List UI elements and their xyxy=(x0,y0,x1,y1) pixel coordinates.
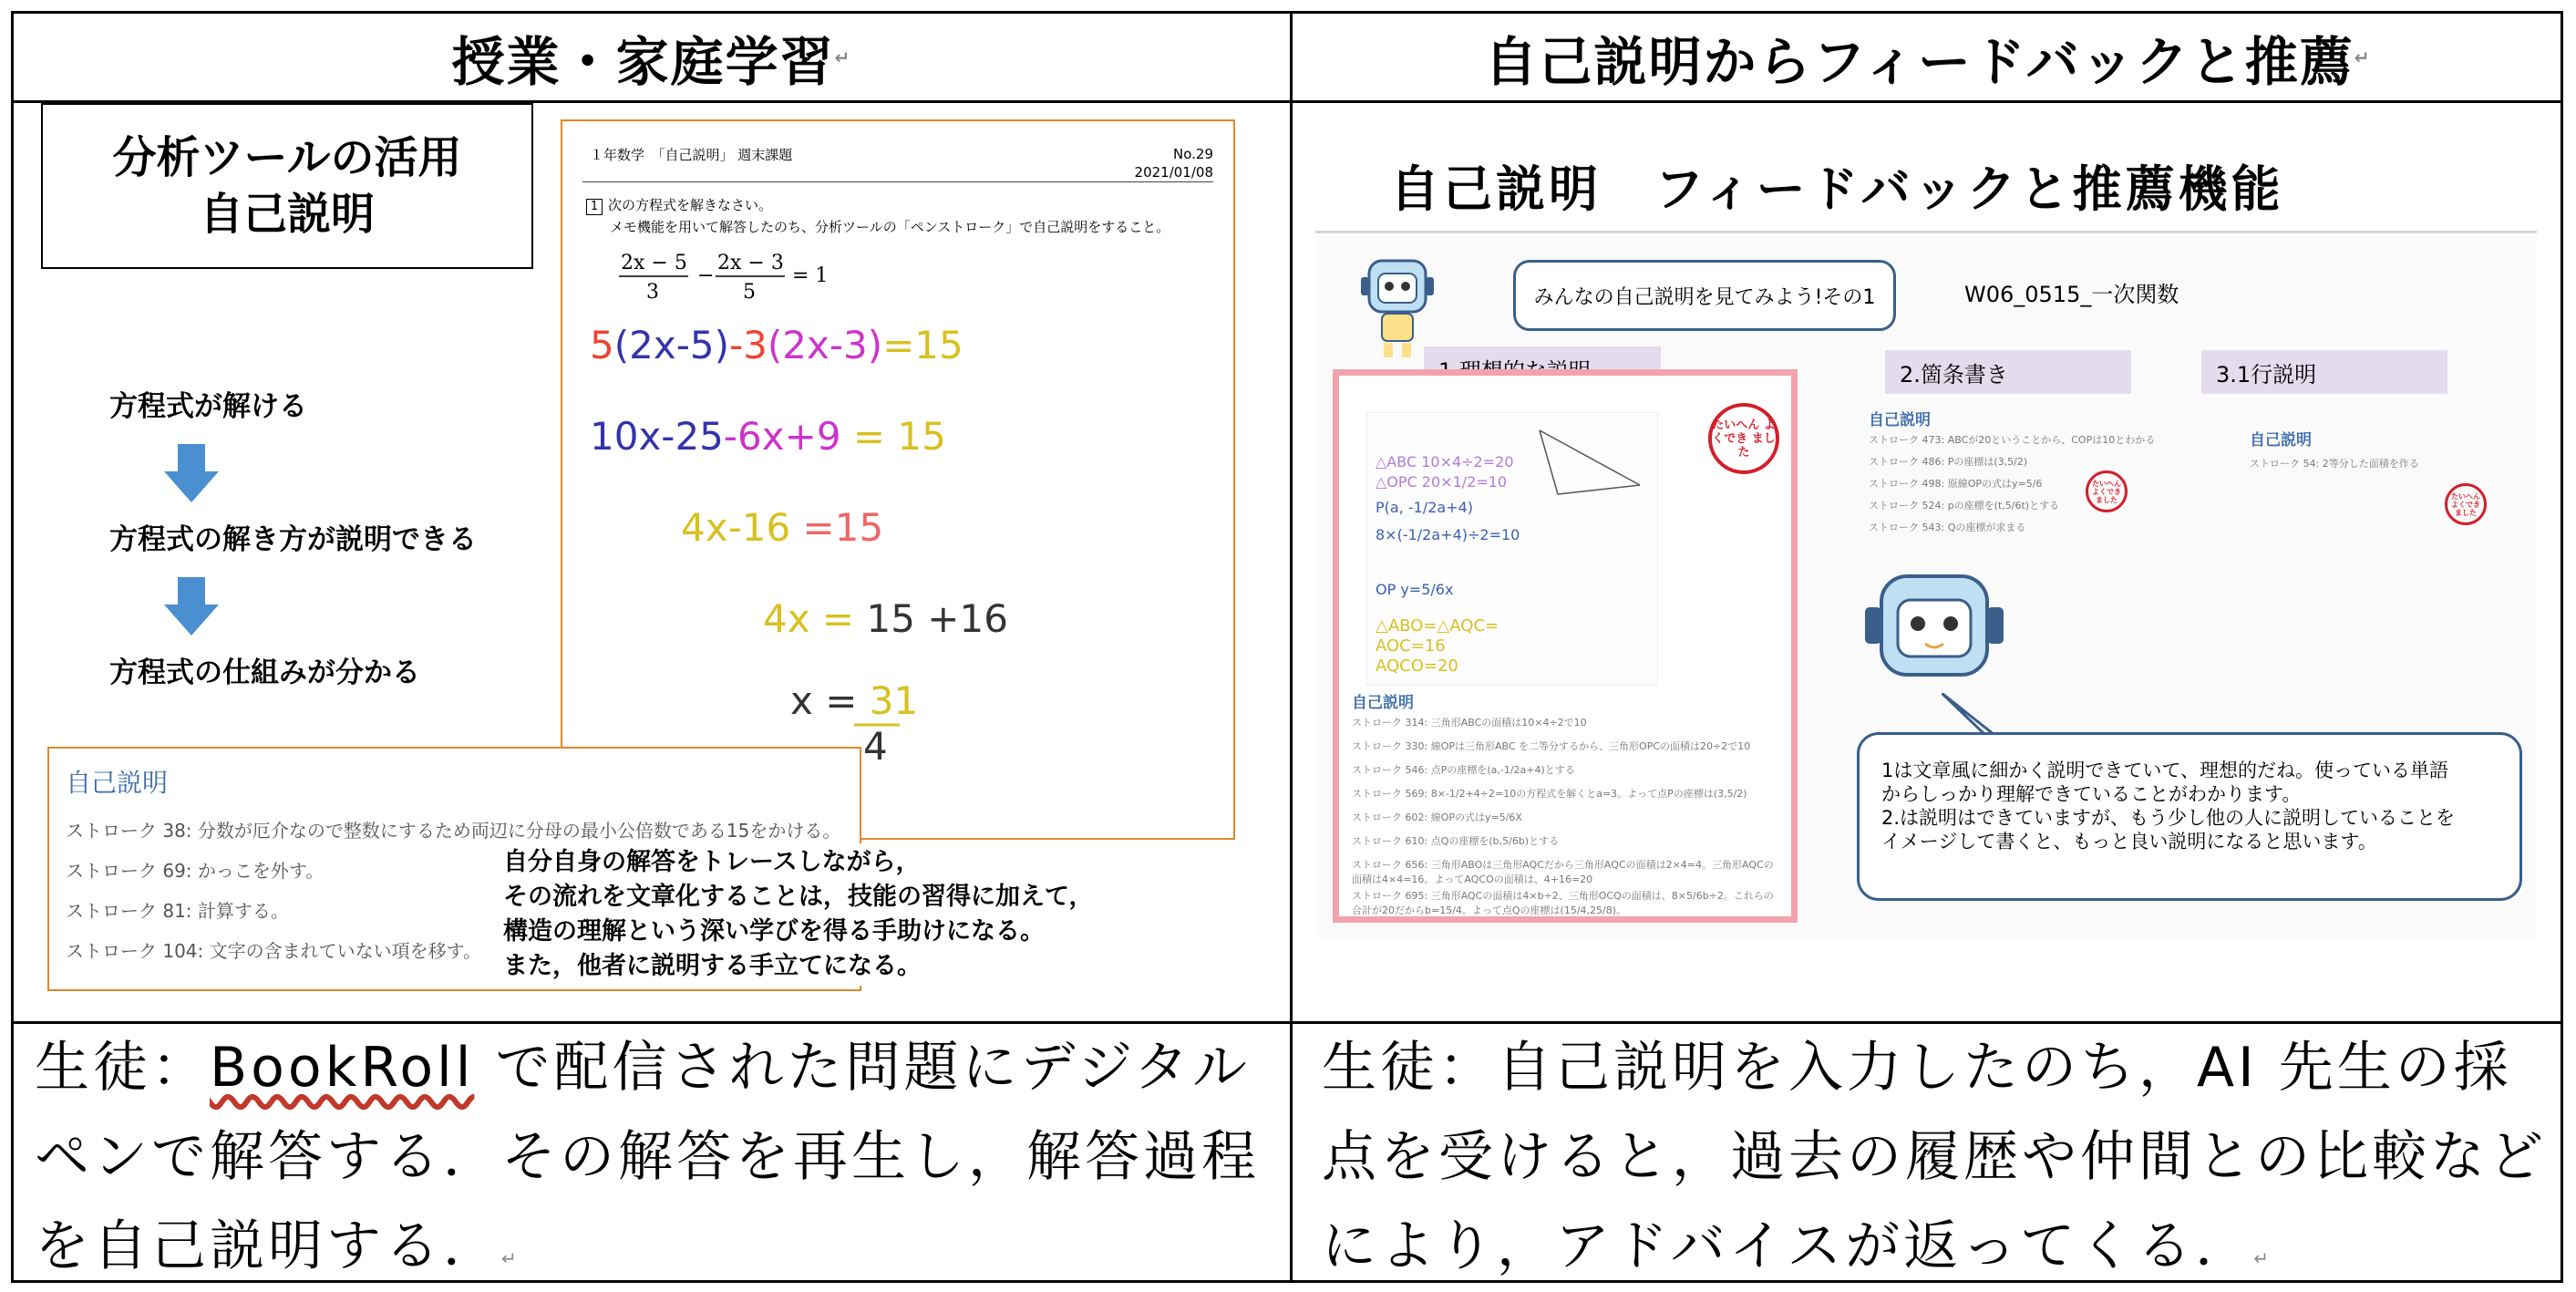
svg-text:P(a, -1/2a+4): P(a, -1/2a+4) xyxy=(1376,499,1474,516)
card1-stroke: ストローク 569: 8×-1/2+4÷2=10の方程式を解くとa=3。よって点Pの座標は(3,5/2) xyxy=(1352,788,1747,800)
tab-bullet[interactable]: 2.箇条書き xyxy=(1885,350,2131,394)
caption-left-line-2: ペンで解答する．その解答を再生し，解答過程 xyxy=(35,1125,1260,1189)
caption-right-line-2: 点を受けると，過去の履歴や仲間との比較など xyxy=(1322,1125,2547,1189)
stroke-item: ストローク 104: 文字の含まれていない項を移す。 xyxy=(66,940,482,962)
feedback-title: 自己説明 フィードバックと推薦機能 xyxy=(1390,160,2284,218)
col2-explain-title: 自己説明 xyxy=(1869,411,1931,429)
card1-stroke: ストローク 546: 点Pの座標を(a,-1/2a+4)とする xyxy=(1352,764,1575,776)
header-left: 授業・家庭学習 ↵ xyxy=(14,14,1290,100)
col2-stroke: ストローク 473: ABCが20ということから、COPは10とわかる xyxy=(1869,434,2156,446)
svg-text:= 1: = 1 xyxy=(792,264,829,287)
worksheet-question xyxy=(586,194,1170,238)
worksheet-header: １年数学 「自己説明」 週末課題 xyxy=(590,147,793,163)
card1-stroke: ストローク 610: 点Qの座標を(b,5/6b)とする xyxy=(1352,835,1560,847)
card1-stroke: ストローク 656: 三角形ABOは三角形AQCだから三角形AQCの面積は2×4=4。三角形AQCの面積は4×4=16。よってAQCOの面積は、4+16=20 xyxy=(1352,859,1774,885)
praise-stamp-icon: たいへん よくでき ました xyxy=(1708,403,1779,474)
svg-text:△OPC 20×1/2=10: △OPC 20×1/2=10 xyxy=(1376,473,1508,491)
learning-note xyxy=(500,843,1097,986)
stroke-item: ストローク 38: 分数が厄介なので整数にするため両辺に分母の最小公倍数である15をかける。 xyxy=(66,820,841,842)
lesson-code: W06_0515_一次関数 xyxy=(1964,282,2179,307)
card1-explain-title: 自己説明 xyxy=(1352,694,1414,712)
svg-text:3: 3 xyxy=(646,281,659,304)
card1-stroke: ストローク 695: 三角形AQCの面積は4×b÷2、三角形OCQの面積は、8×5/6b÷2。これらの合計が20だからb=15/4。よって点Qの座標は(15/4,25/8)。 xyxy=(1352,890,1774,916)
worksheet-number: No.29 xyxy=(1173,146,1213,162)
note-line: 構造の理解という深い学びを得る手助けになる。 xyxy=(503,917,1045,946)
col2-stroke: ストローク 486: Pの座標は(3,5/2) xyxy=(1869,456,2028,468)
note-line: 自分自身の解答をトレースしながら， xyxy=(503,848,921,876)
caption-right: 生徒：自己説明を入力したのち，AI 先生の採 点を受けると，過去の履歴や仲間との比較など により，アドバイスが返ってくる．↵ xyxy=(1322,1023,2547,1292)
card1-stroke: ストローク 314: 三角形ABCの面積は10×4÷2で10 xyxy=(1352,717,1587,729)
speech-bubble: みんなの自己説明を見てみよう!その1 xyxy=(1513,260,1896,331)
svg-text:4x-16 =15: 4x-16 =15 xyxy=(681,505,884,550)
bubble-tail xyxy=(1942,693,1996,737)
svg-text:8×(-1/2a+4)÷2=10: 8×(-1/2a+4)÷2=10 xyxy=(1376,526,1520,543)
feedback-line: 1は文章風に細かく説明できていて、理想的だね。使っている単語 xyxy=(1881,760,2448,781)
caption-left-rest: で配信された問題にデジタル xyxy=(474,1036,1251,1100)
title-rule xyxy=(1315,231,2537,233)
self-explanation-title: 自己説明 xyxy=(66,768,169,798)
feedback-line: からしっかり理解できていることがわかります。 xyxy=(1881,783,2302,805)
note-line: また，他者に説明する手立てになる。 xyxy=(503,952,922,980)
svg-text:5(2x-5)-3(2x-3)=15: 5(2x-5)-3(2x-3)=15 xyxy=(590,323,963,367)
caption-left-line-3: を自己説明する． xyxy=(35,1214,501,1278)
worksheet-date: 2021/01/08 xyxy=(1134,164,1213,181)
svg-text:2x − 3: 2x − 3 xyxy=(717,252,784,274)
worksheet xyxy=(561,119,1235,840)
stroke-item: ストローク 81: 計算する。 xyxy=(66,900,289,922)
worksheet-number-date xyxy=(1135,145,1213,181)
col2-stroke: ストローク 498: 原線OPの式はy=5/6 xyxy=(1869,478,2043,490)
svg-text:10x-25-6x+9 = 15: 10x-25-6x+9 = 15 xyxy=(590,414,946,459)
stroke-item: ストローク 69: かっこを外す。 xyxy=(66,860,325,882)
handwritten-solution-thumb xyxy=(1366,412,1658,686)
svg-text:4x = 15 +16: 4x = 15 +16 xyxy=(763,596,1008,641)
svg-text:−: − xyxy=(697,264,715,287)
svg-text:5: 5 xyxy=(743,281,756,304)
header-right: 自己説明からフィードバックと推薦 ↵ xyxy=(1293,14,2563,100)
ideal-explanation-card xyxy=(1333,369,1798,923)
svg-text:x = 31: x = 31 xyxy=(790,678,919,723)
column-divider xyxy=(1290,14,1293,1280)
analysis-tool-title-box xyxy=(41,103,533,269)
robot-mascot-small-icon xyxy=(1356,248,1438,362)
svg-text:AOC=16: AOC=16 xyxy=(1376,636,1446,656)
down-arrow-icon xyxy=(164,444,219,502)
feedback-line: 2.は説明はできていますが、もう少し他の人に説明していることを xyxy=(1881,807,2456,829)
svg-text:△ABC 10×4÷2=20: △ABC 10×4÷2=20 xyxy=(1376,453,1514,470)
step-2: 方程式の解き方が説明できる xyxy=(109,523,477,556)
svg-text:2x − 5: 2x − 5 xyxy=(621,252,687,274)
col3-stroke: ストローク 54: 2等分した面積を作る xyxy=(2250,458,2419,470)
card1-stroke: ストローク 330: 線OPは三角形ABC を二等分するから、三角形OPCの面積は20÷2で10 xyxy=(1352,740,1751,752)
col2-stroke: ストローク 543: Qの座標が求まる xyxy=(1869,522,2026,533)
handwritten-solution xyxy=(581,285,1055,760)
card1-stroke: ストローク 602: 線OPの式はy=5/6X xyxy=(1352,811,1522,823)
down-arrow-icon xyxy=(164,577,219,636)
worksheet-rule xyxy=(582,181,1213,182)
svg-text:△ABO=△AQC=: △ABO=△AQC= xyxy=(1376,616,1499,636)
caption-right-line-3: により，アドバイスが返ってくる． xyxy=(1322,1214,2254,1278)
feedback-line: イメージして書くと、もっと良い説明になると思います。 xyxy=(1881,831,2377,853)
caption-left-prefix: 生徒： xyxy=(35,1036,210,1100)
caption-left-brand: BookRoll xyxy=(210,1036,475,1100)
question-number: 1 xyxy=(586,199,603,215)
step-3: 方程式の仕組みが分かる xyxy=(109,656,420,689)
step-1: 方程式が解ける xyxy=(109,390,307,423)
robot-mascot-large-icon xyxy=(1861,556,2007,716)
svg-text:OP y=5/6x: OP y=5/6x xyxy=(1376,581,1454,598)
question-line-1: 次の方程式を解きなさい。 xyxy=(608,197,773,213)
praise-stamp-icon: たいへん よくでき ました xyxy=(2086,470,2128,512)
col3-explain-title: 自己説明 xyxy=(2250,431,2312,450)
header-left-text: 授業・家庭学習 xyxy=(451,30,835,93)
praise-stamp-icon: たいへん よくでき ました xyxy=(2445,483,2487,525)
title-line-2: 自己説明 xyxy=(199,189,375,240)
caption-left: 生徒：BookRoll で配信された問題にデジタル ペンで解答する．その解答を再生し，解答過程 を自己説明する．↵ xyxy=(35,1036,1260,1278)
caption-right-line-1: 生徒：自己説明を入力したのち，AI 先生の採 xyxy=(1322,1036,2512,1100)
tab-one-line[interactable]: 3.1行説明 xyxy=(2201,350,2447,394)
svg-text:AQCO=20: AQCO=20 xyxy=(1376,656,1458,676)
svg-text:4: 4 xyxy=(863,724,888,760)
header-right-text: 自己説明からフィードバックと推薦 xyxy=(1484,30,2354,93)
feedback-bubble xyxy=(1857,732,2522,901)
note-line: その流れを文章化することは，技能の習得に加えて， xyxy=(503,883,1094,911)
col2-stroke: ストローク 524: pの座標を(t,5/6t)とする xyxy=(1869,500,2060,512)
title-line-1: 分析ツールの活用 xyxy=(112,132,462,183)
question-line-2: メモ機能を用いて解答したのち、分析ツールの「ペンストローク」で自己説明をすること。 xyxy=(610,219,1170,235)
